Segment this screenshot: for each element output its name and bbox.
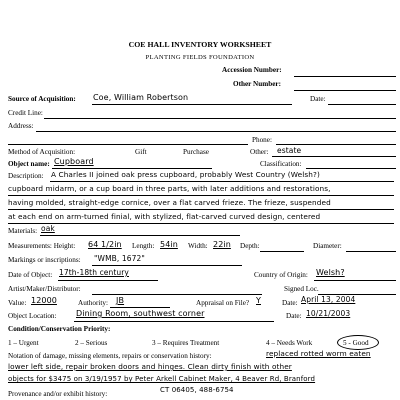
description-rule-1 [50,181,394,182]
country-of-origin-label: Country of Origin: [254,271,308,279]
description-rule-2 [8,195,394,196]
other-option-field [272,156,396,157]
object-location-value: Dining Room, southwest corner [76,309,205,318]
other-option-value: estate [277,146,302,155]
diameter-field [346,251,396,252]
condition-option-4: 4 – Needs Work [266,339,313,347]
credit-line-field [44,118,396,119]
object-name-label: Object name: [8,160,50,168]
notation-line-1: replaced rotted worm eaten [266,349,371,358]
purchase-option: Purchase [183,148,209,156]
address-label: Address: [8,122,34,130]
materials-value: oak [41,224,55,233]
location-date-value: 10/21/2003 [306,309,351,318]
value-label: Value: [8,299,27,307]
method-of-acquisition-label: Method of Acquisition: [8,148,76,156]
description-rule-3 [8,209,394,210]
worksheet-title: COE HALL INVENTORY WORKSHEET [128,40,272,49]
notation-label: Notation of damage, missing elements, repairs or conservation history: [8,352,212,360]
accession-number-field [294,76,396,77]
authority-field [110,307,170,308]
country-of-origin-value: Welsh? [316,268,345,277]
condition-option-3: 3 – Requires Treatment [152,339,220,347]
description-line-2: cupboard midarm, or a cup board in three parts, with later additions and restorations, [8,184,331,193]
object-name-value: Cupboard [54,157,94,166]
address-field-2 [8,144,248,145]
phone-field [276,144,396,145]
description-line-3: having molded, straight-edge cornice, over a flat carved frieze. The frieze, suspended [8,198,331,207]
appraisal-label: Appraisal on File? [196,299,250,307]
signed-loc-label: Signed Loc. [284,285,319,293]
other-option-label: Other: [250,148,269,156]
condition-option-1: 1 – Urgent [8,339,39,347]
authority-value: JB [116,296,125,305]
other-number-label: Other Number: [233,80,281,88]
classification-label: Classification: [260,160,302,168]
materials-label: Materials: [8,227,38,235]
worksheet-subtitle: PLANTING FIELDS FOUNDATION [145,54,255,61]
height-value: 64 1/2in [88,240,122,249]
location-date-label: Date: [286,312,302,320]
diameter-label: Diameter: [313,242,342,250]
description-label: Description: [8,172,44,180]
markings-field [92,265,242,266]
condition-selected-circle [337,335,379,350]
notation-line-2: lower left side, repair broken doors and hinges. Clean dirty finish with other [8,362,292,371]
appraisal-date-value: April 13, 2004 [301,295,356,304]
width-label: Width: [188,242,208,250]
date-label: Date: [310,95,326,103]
length-value: 54in [160,240,178,249]
width-value: 22in [213,240,231,249]
object-name-field [52,168,212,169]
appraisal-value: Y [256,296,261,305]
materials-field [40,235,240,236]
artist-field [92,294,262,295]
phone-label: Phone: [252,136,272,144]
authority-label: Authority: [78,299,108,307]
provenance-label: Provenance and/or exhibit history: [8,390,108,398]
source-of-acquisition-label: Source of Acquisition: [8,95,76,103]
condition-option-2: 2 – Serious [75,339,108,347]
object-location-label: Object Location: [8,312,57,320]
description-line-4: at each end on arm-turned finial, with stylized, flat-carved curved design, centered [8,212,321,221]
classification-field [306,168,396,169]
source-of-acquisition-field [92,104,292,105]
depth-field [260,251,304,252]
value-value: 12000 [31,296,57,305]
date-of-object-label: Date of Object: [8,271,53,279]
accession-number-label: Accession Number: [222,66,282,74]
length-label: Length: [132,242,155,250]
depth-label: Depth: [240,242,260,250]
appraisal-date-label: Date: [282,299,298,307]
credit-line-label: Credit Line: [8,109,43,117]
other-number-field [294,90,396,91]
country-of-origin-field [314,280,396,281]
address-field [36,131,396,132]
date-field [328,104,396,105]
artist-label: Artist/Maker/Distributor: [8,285,81,293]
description-rule-4 [8,223,394,224]
date-of-object-field [58,280,158,281]
notation-line-3: objects for $3475 on 3/19/1957 by Peter Arkell Cabinet Maker, 4 Beaver Rd, Branford [8,375,316,383]
date-of-object-value: 17th-18th century [59,268,129,277]
notation-line-4: CT 06405, 488-6754 [160,386,234,394]
object-location-field [74,321,274,322]
source-of-acquisition-value: Coe, William Robertson [93,93,189,102]
gift-option: Gift [135,148,147,156]
measurements-height-label: Measurements: Height: [8,242,76,250]
description-line-1: A Charles II joined oak press cupboard, probably West Country (Welsh?) [51,170,320,179]
condition-option-5: 5 - Good [343,339,369,347]
markings-label: Markings or inscriptions: [8,256,81,264]
markings-value: "WMB, 1672" [94,254,145,263]
condition-heading: Condition/Conservation Priority: [8,325,111,333]
